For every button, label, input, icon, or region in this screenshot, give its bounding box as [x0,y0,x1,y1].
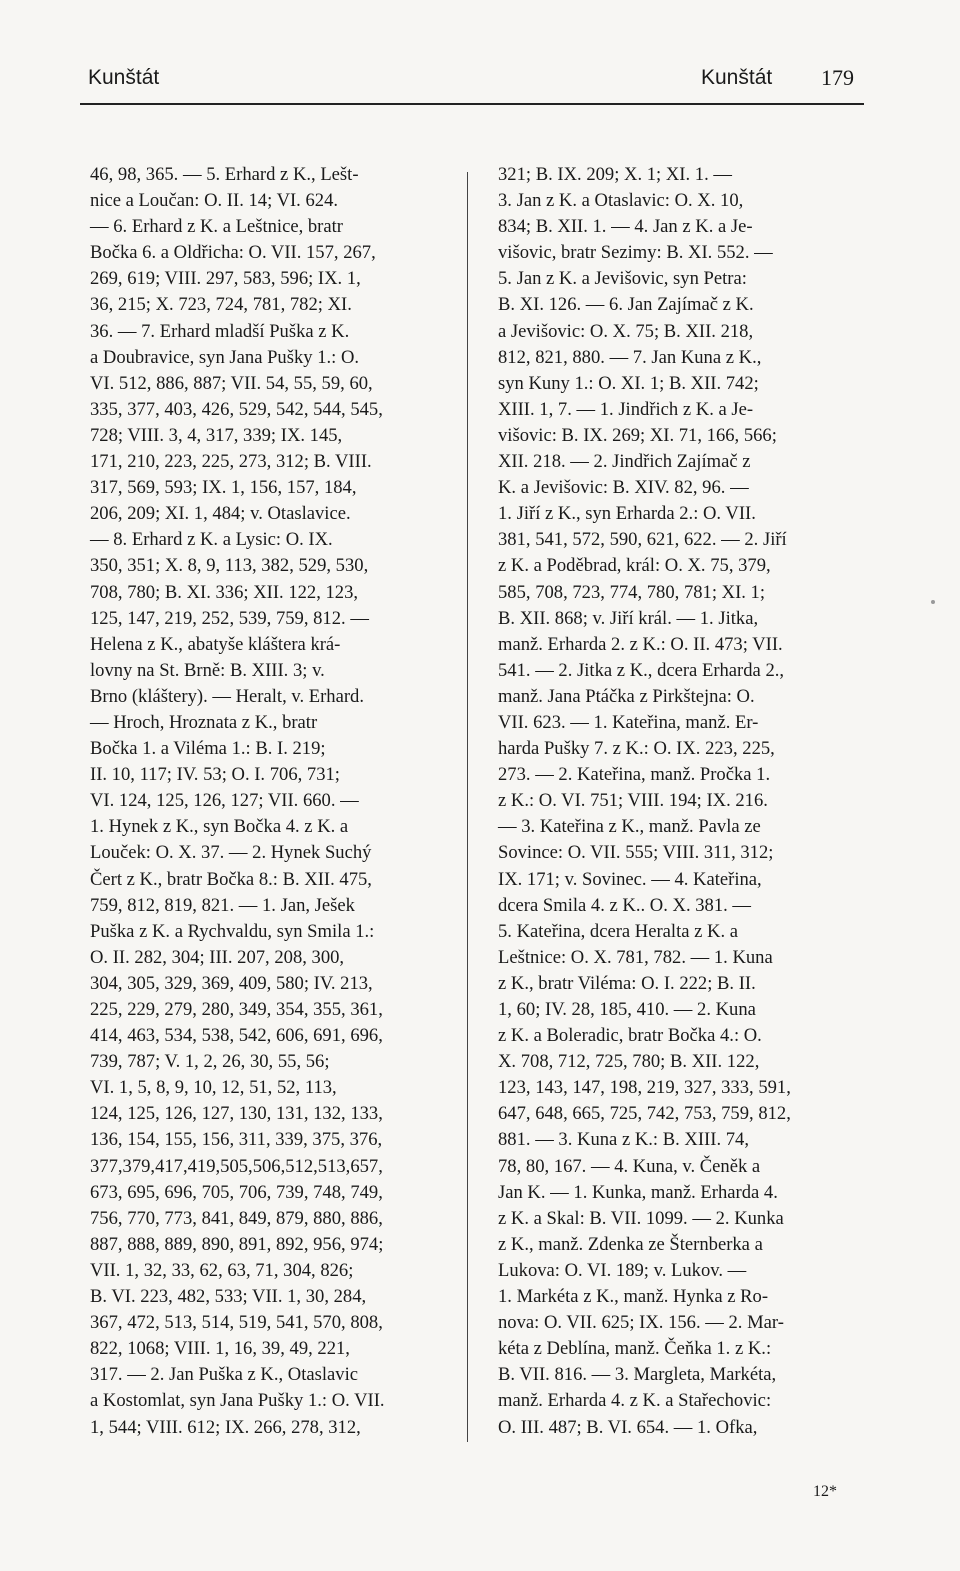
text-line: VII. 1, 32, 33, 62, 63, 71, 304, 826; [90,1259,354,1281]
text-line: nice a Loučan: O. II. 14; VI. 624. [90,190,339,212]
text-line: 5. Jan z K. a Jevišovic, syn Petra: [498,268,747,290]
text-line: B. VI. 223, 482, 533; VII. 1, 30, 284, [90,1286,367,1308]
text-line: 647, 648, 665, 725, 742, 753, 759, 812, [498,1103,791,1125]
text-line: 822, 1068; VIII. 1, 16, 39, 49, 221, [90,1338,350,1360]
text-line: 273. — 2. Kateřina, manž. Pročka 1. [498,764,771,786]
text-line: 36. — 7. Erhard mladší Puška z K. [90,320,350,342]
text-line: 125, 147, 219, 252, 539, 759, 812. — [90,607,369,629]
text-line: VII. 623. — 1. Kateřina, manž. Er- [498,711,759,733]
text-line: Bočka 6. a Oldřicha: O. VII. 157, 267, [90,242,376,264]
text-line: višovic: B. IX. 269; XI. 71, 166, 566; [498,424,777,446]
text-line: XII. 218. — 2. Jindřich Zajímač z [498,451,751,473]
text-line: 123, 143, 147, 198, 219, 327, 333, 591, [498,1077,791,1099]
text-line: 377,379,417,419,505,506,512,513,657, [90,1155,383,1177]
text-line: Lukova: O. VI. 189; v. Lukov. — [498,1259,747,1281]
text-line: 585, 708, 723, 774, 780, 781; XI. 1; [498,581,766,603]
text-line: kéta z Deblína, manž. Čeňka 1. z K.: [498,1338,772,1360]
text-line: 5. Kateřina, dcera Heralta z K. a [498,920,739,942]
text-line: 1, 60; IV. 28, 185, 410. — 2. Kuna [498,999,756,1020]
text-line: Jan K. — 1. Kunka, manž. Erharda 4. [498,1181,778,1203]
text-line: 367, 472, 513, 514, 519, 541, 570, 808, [90,1312,383,1334]
text-line: VI. 1, 5, 8, 9, 10, 12, 51, 52, 113, [90,1077,337,1099]
text-line: manž. Erharda 2. z K.: O. II. 473; VII. [498,633,783,655]
text-line: 206, 209; XI. 1, 484; v. Otaslavice. [90,503,351,525]
text-line: z K., manž. Zdenka ze Šternberka a [498,1233,763,1255]
text-line: B. XII. 868; v. Jiří král. — 1. Jitka, [498,607,759,629]
text-line: lovny na St. Brně: B. XIII. 3; v. [90,659,325,681]
text-line: 541. — 2. Jitka z K., dcera Erharda 2., [498,659,785,681]
text-line: O. III. 487; B. VI. 654. — 1. Ofka, [498,1416,758,1438]
header-rule [80,103,864,105]
text-line: 756, 770, 773, 841, 849, 879, 880, 886, [90,1207,383,1229]
text-line: 1. Jiří z K., syn Erharda 2.: O. VII. [498,503,756,525]
text-line: O. II. 282, 304; III. 207, 208, 300, [90,946,345,968]
text-line: IX. 171; v. Sovinec. — 4. Kateřina, [498,868,762,890]
text-line: a Doubravice, syn Jana Pušky 1.: O. [90,346,360,368]
text-line: 834; B. XII. 1. — 4. Jan z K. a Je- [498,216,753,238]
text-line: z K.: O. VI. 751; VIII. 194; IX. 216. [498,790,768,812]
text-line: 124, 125, 126, 127, 130, 131, 132, 133, [90,1103,383,1125]
text-line: 78, 80, 167. — 4. Kuna, v. Čeněk a [498,1155,761,1177]
text-line: B. XI. 126. — 6. Jan Zajímač z K. [498,294,754,316]
text-line: 46, 98, 365. — 5. Erhard z K., Lešt- [90,164,359,185]
text-line: 381, 541, 572, 590, 621, 622. — 2. Jiří [498,529,787,551]
text-line: 1. Markéta z K., manž. Hynka z Ro- [498,1286,769,1308]
text-line: VI. 124, 125, 126, 127; VII. 660. — [90,790,359,812]
text-line: 136, 154, 155, 156, 311, 339, 375, 376, [90,1129,383,1151]
stray-mark [931,600,935,604]
text-line: z K. a Skal: B. VII. 1099. — 2. Kunka [498,1207,784,1229]
text-line: 350, 351; X. 8, 9, 113, 382, 529, 530, [90,555,369,577]
text-line: — Hroch, Hroznata z K., bratr [90,711,318,733]
text-line: nova: O. VII. 625; IX. 156. — 2. Mar- [498,1312,784,1334]
text-line: 321; B. IX. 209; X. 1; XI. 1. — [498,164,732,185]
text-line: 317, 569, 593; IX. 1, 156, 157, 184, [90,477,357,499]
text-line: Bočka 1. a Viléma 1.: B. I. 219; [90,738,326,760]
text-line: XIII. 1, 7. — 1. Jindřich z K. a Je- [498,398,754,420]
text-line: Sovince: O. VII. 555; VIII. 311, 312; [498,842,774,864]
text-line: — 3. Kateřina z K., manž. Pavla ze [498,816,761,838]
text-line: 335, 377, 403, 426, 529, 542, 544, 545, [90,398,383,420]
text-line: 881. — 3. Kuna z K.: B. XIII. 74, [498,1129,749,1151]
text-line: Puška z K. a Rychvaldu, syn Smila 1.: [90,920,375,942]
text-line: II. 10, 117; IV. 53; O. I. 706, 731; [90,764,340,786]
signature-mark: 12* [813,1483,837,1500]
running-header [88,66,854,100]
text-line: 269, 619; VIII. 297, 583, 596; IX. 1, [90,268,361,290]
text-line: 304, 305, 329, 369, 409, 580; IV. 213, [90,972,373,994]
text-line: a Kostomlat, syn Jana Pušky 1.: O. VII. [90,1390,385,1412]
text-line: 36, 215; X. 723, 724, 781, 782; XI. [90,294,352,316]
text-line: z K. a Poděbrad, král: O. X. 75, 379, [498,555,771,577]
text-line: 728; VIII. 3, 4, 317, 339; IX. 145, [90,424,343,446]
text-line: 673, 695, 696, 705, 706, 739, 748, 749, [90,1181,383,1203]
text-line: manž. Erharda 4. z K. a Stařechovic: [498,1390,772,1412]
text-line: B. VII. 816. — 3. Margleta, Markéta, [498,1364,777,1386]
text-line: harda Pušky 7. z K.: O. IX. 223, 225, [498,738,775,760]
text-line: z K. a Boleradic, bratr Bočka 4.: O. [498,1025,762,1047]
left-column [90,162,450,1441]
text-line: 225, 229, 279, 280, 349, 354, 355, 361, [90,999,383,1020]
text-line: — 6. Erhard z K. a Leštnice, bratr [90,216,343,238]
text-line: višovic, bratr Sezimy: B. XI. 552. — [498,242,773,264]
text-line: 812, 821, 880. — 7. Jan Kuna z K., [498,346,762,368]
text-line: Louček: O. X. 37. — 2. Hynek Suchý [90,842,372,864]
text-line: Helena z K., abatyše kláštera krá- [90,633,341,655]
text-line: 1. Hynek z K., syn Bočka 4. z K. a [90,816,349,838]
header-right-title: Kunštát [701,66,773,89]
column-divider [467,172,468,1442]
text-line: X. 708, 712, 725, 780; B. XII. 122, [498,1051,760,1073]
text-line: Čert z K., bratr Bočka 8.: B. XII. 475, [90,868,372,890]
text-line: syn Kuny 1.: O. XI. 1; B. XII. 742; [498,372,759,394]
text-line: 414, 463, 534, 538, 542, 606, 691, 696, [90,1025,383,1047]
text-line: manž. Jana Ptáčka z Pirkštejna: O. [498,685,755,707]
text-line: dcera Smila 4. z K.. O. X. 381. — [498,894,752,916]
text-line: 317. — 2. Jan Puška z K., Otaslavic [90,1364,359,1386]
text-line: 3. Jan z K. a Otaslavic: O. X. 10, [498,190,744,212]
text-line: 171, 210, 223, 225, 273, 312; B. VIII. [90,451,372,473]
header-left-title: Kunštát [88,66,160,89]
text-line: 759, 812, 819, 821. — 1. Jan, Ješek [90,894,355,916]
text-line: 739, 787; V. 1, 2, 26, 30, 55, 56; [90,1051,330,1073]
text-line: 887, 888, 889, 890, 891, 892, 956, 974; [90,1233,384,1255]
text-line: VI. 512, 886, 887; VII. 54, 55, 59, 60, [90,372,373,394]
text-line: 1, 544; VIII. 612; IX. 266, 278, 312, [90,1416,361,1438]
text-line: z K., bratr Viléma: O. I. 222; B. II. [498,972,756,994]
text-line: Brno (kláštery). — Heralt, v. Erhard. [90,685,364,707]
text-line: — 8. Erhard z K. a Lysic: O. IX. [90,529,333,551]
text-line: a Jevišovic: O. X. 75; B. XII. 218, [498,320,754,342]
right-column [498,162,858,1441]
page-number: 179 [821,65,854,90]
text-line: 708, 780; B. XI. 336; XII. 122, 123, [90,581,359,603]
text-line: K. a Jevišovic: B. XIV. 82, 96. — [498,477,749,499]
text-line: Leštnice: O. X. 781, 782. — 1. Kuna [498,946,773,968]
